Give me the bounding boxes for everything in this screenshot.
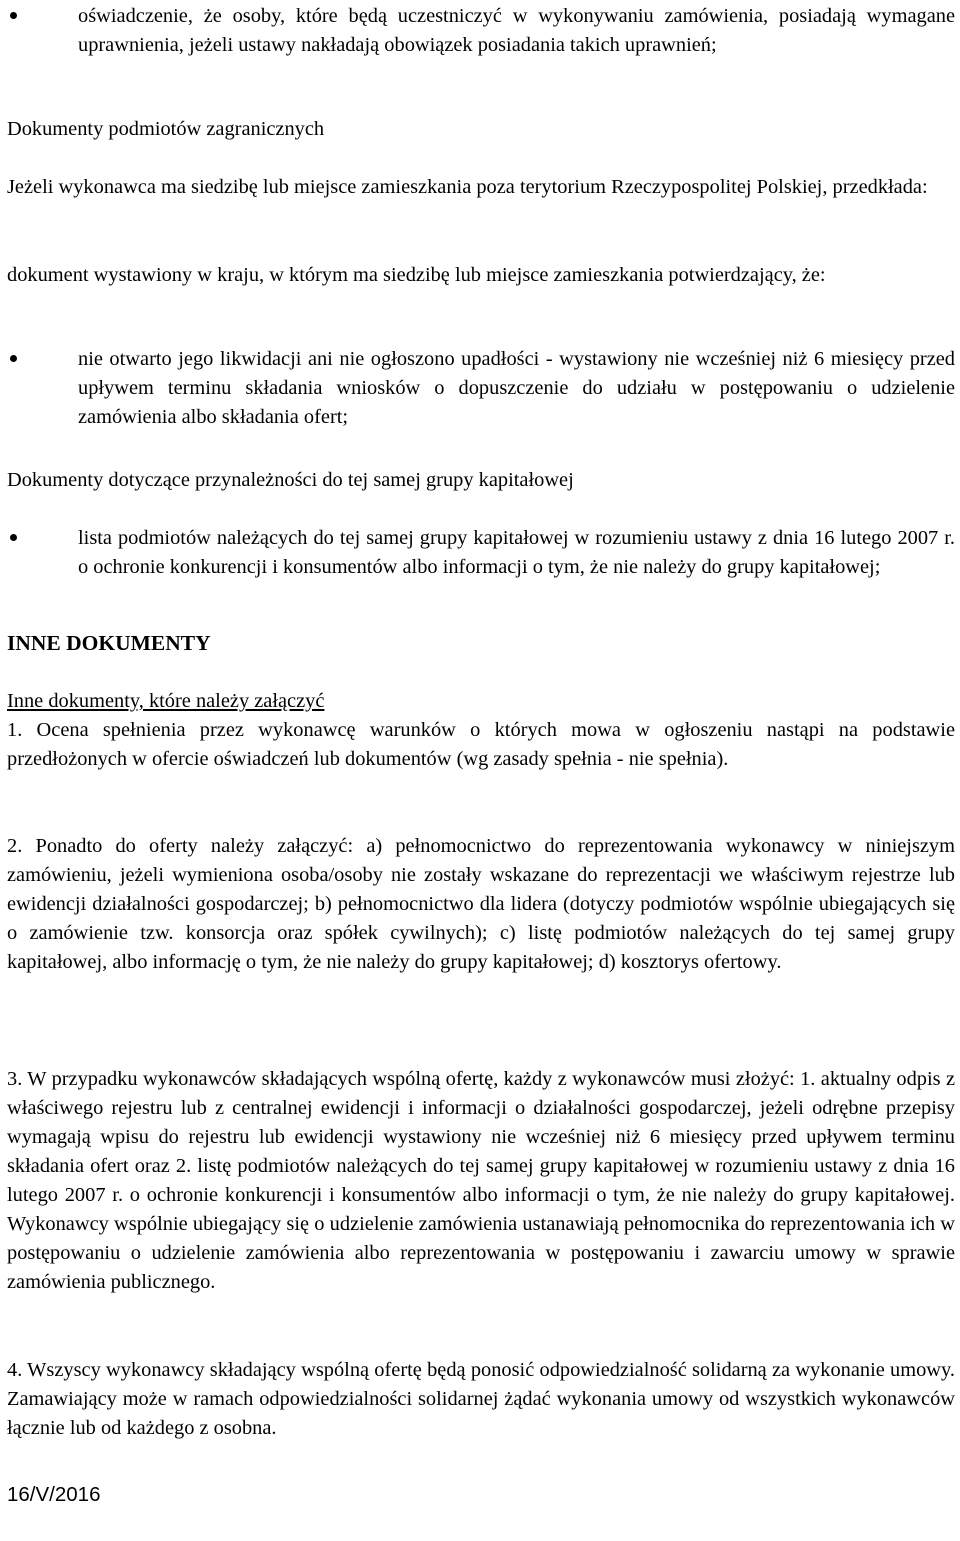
bullet-icon	[10, 534, 17, 541]
bullet-item	[7, 2, 955, 60]
paragraph: dokument wystawiony w kraju, w którym ma siedzibę lub miejsce zamieszkania potwierdzający, że:	[7, 264, 826, 286]
paragraph: Jeżeli wykonawca ma siedzibę lub miejsce zamieszkania poza terytorium Rzeczypospolitej Polskiej, przedkłada:	[7, 176, 928, 198]
bullet-text: lista podmiotów należących do tej samej grupy kapitałowej w rozumieniu ustawy z dnia 16 lutego 2007 r. o ochronie konkurencji i konsumentów albo informacji o tym, że nie należy do grupy kapitałowej;	[78, 527, 955, 578]
section-heading-foreign: Dokumenty podmiotów zagranicznych	[7, 118, 325, 140]
bullet-icon	[10, 355, 17, 362]
subheading-attachments: Inne dokumenty, które należy załączyć	[7, 690, 325, 712]
paragraph-4: 4. Wszyscy wykonawcy składający wspólną ofertę będą ponosić odpowiedzialność solidarną za wykonanie umowy. Zamawiający może w ramach odpowiedzialności solidarnej żądać wykonania umowy od wszystkich wykonawców łącznie lub od każdego z osobna.	[7, 1359, 955, 1439]
paragraph-3: 3. W przypadku wykonawców składających wspólną ofertę, każdy z wykonawców musi złożyć: 1. aktualny odpis z właściwego rejestru lub z centralnej ewidencji i informacji o działalności gospodarczej, jeżeli odrębne przepisy wymagają wpisu do rejestru lub ewidencji wystawiony nie wcześniej niż 6 miesięcy przed upływem terminu składania ofert oraz 2. listę podmiotów należących do tej samej grupy kapitałowej w rozumieniu ustawy z dnia 16 lutego 2007 r. o ochronie konkurencji i konsumentów albo informacji o tym, że nie należy do grupy kapitałowej. Wykonawcy wspólnie ubiegający się o udzielenie zamówienia ustanawiają pełnomocnika do reprezentowania ich w postępowaniu o udzielenie zamówienia albo reprezentowania w postępowaniu i zawarciu umowy w sprawie zamówienia publicznego.	[7, 1068, 955, 1293]
bullet-item	[7, 524, 955, 582]
paragraph-2: 2. Ponadto do oferty należy załączyć: a) pełnomocnictwo do reprezentowania wykonawcy w niniejszym zamówieniu, jeżeli wymieniona osoba/osoby nie zostały wskazane do reprezentacji we właściwym rejestrze lub ewidencji działalności gospodarczej; b) pełnomocnictwo dla lidera (dotyczy podmiotów wspólnie ubiegających się o zamówienie tzw. konsorcja oraz spółek cywilnych); c) listę podmiotów należących do tej samej grupy kapitałowej, albo informację o tym, że nie należy do grupy kapitałowej; d) kosztorys ofertowy.	[7, 835, 955, 973]
bullet-item	[7, 345, 955, 432]
section-heading-group: Dokumenty dotyczące przynależności do tej samej grupy kapitałowej	[7, 469, 574, 491]
page-footer-date: 16/V/2016	[7, 1483, 101, 1506]
bullet-icon	[10, 12, 17, 19]
bullet-text: nie otwarto jego likwidacji ani nie ogłoszono upadłości - wystawiony nie wcześniej niż 6 miesięcy przed upływem terminu składania wniosków o dopuszczenie do udziału w postępowaniu o udzielenie zamówienia albo składania ofert;	[78, 348, 955, 428]
bullet-text: oświadczenie, że osoby, które będą uczestniczyć w wykonywaniu zamówienia, posiadają wymagane uprawnienia, jeżeli ustawy nakładają obowiązek posiadania takich uprawnień;	[78, 5, 955, 56]
section-heading-other-documents: INNE DOKUMENTY	[7, 631, 211, 655]
paragraph-1: 1. Ocena spełnienia przez wykonawcę warunków o których mowa w ogłoszeniu nastąpi na podstawie przedłożonych w ofercie oświadczeń lub dokumentów (wg zasady spełnia - nie spełnia).	[7, 719, 955, 770]
